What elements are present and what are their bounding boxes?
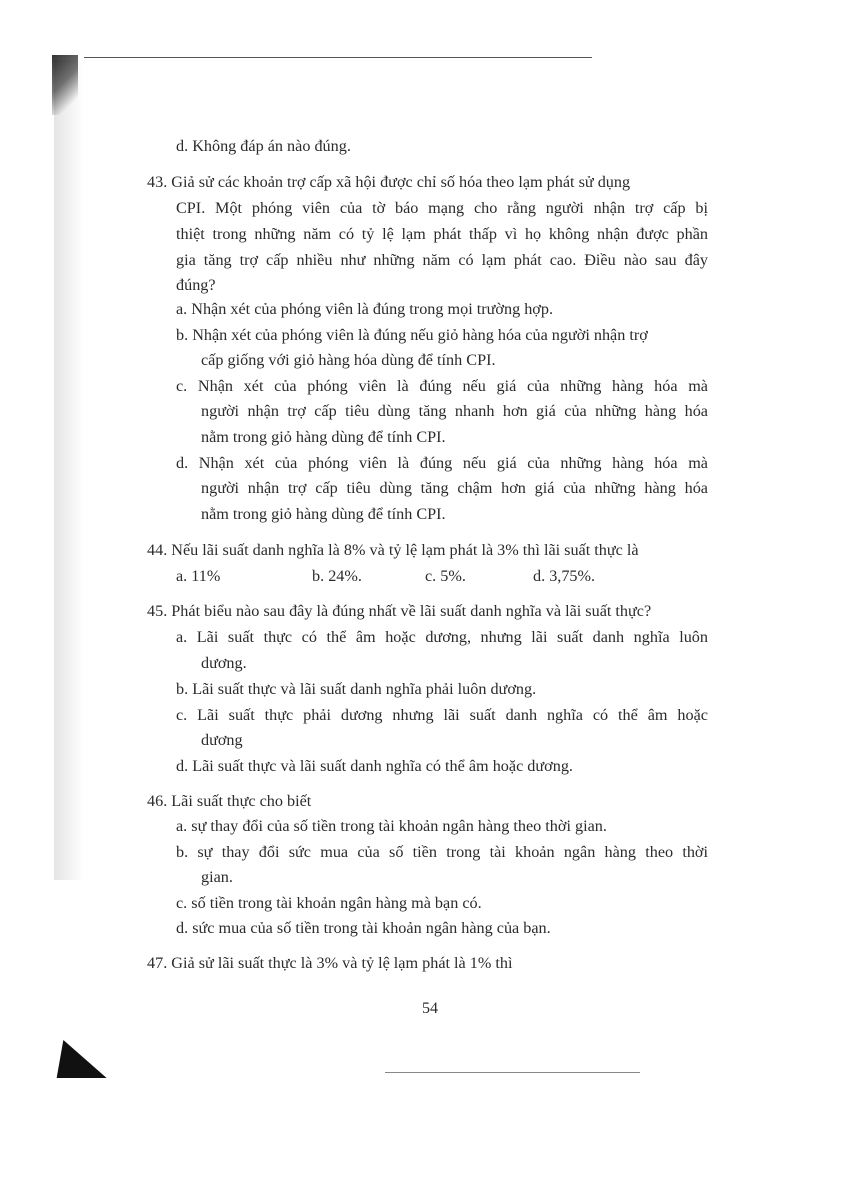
q43-option-b-line-1: b. Nhận xét của phóng viên là đúng nếu giỏ hàng hóa của người nhận trợ	[176, 326, 648, 344]
q44-option-b: b. 24%.	[312, 567, 362, 585]
q42-option-d: d. Không đáp án nào đúng.	[176, 137, 351, 155]
q43-option-c-line-2: người nhận trợ cấp tiêu dùng tăng nhanh hơn giá của những hàng hóa	[201, 402, 708, 420]
q46-option-d: d. sức mua của số tiền trong tài khoản ngân hàng của bạn.	[176, 919, 551, 937]
q43-option-d-line-2: người nhận trợ cấp tiêu dùng tăng chậm hơn giá của những hàng hóa	[201, 479, 708, 497]
scan-shadow-bottom	[57, 1040, 114, 1078]
q45-option-c-line-1: c. Lãi suất thực phải dương nhưng lãi suất danh nghĩa có thể âm hoặc	[176, 706, 708, 724]
q43-option-c-line-1: c. Nhận xét của phóng viên là đúng nếu giá của những hàng hóa mà	[176, 377, 708, 395]
q46-stem: 46. Lãi suất thực cho biết	[147, 792, 312, 810]
q44-option-d: d. 3,75%.	[533, 567, 596, 585]
q43-option-a: a. Nhận xét của phóng viên là đúng trong mọi trường hợp.	[176, 300, 553, 318]
q47-stem: 47. Giả sử lãi suất thực là 3% và tỷ lệ lạm phát là 1% thì	[147, 954, 513, 972]
q45-stem: 45. Phát biểu nào sau đây là đúng nhất về lãi suất danh nghĩa và lãi suất thực?	[147, 602, 652, 620]
header-rule	[84, 57, 592, 58]
q46-option-a: a. sự thay đổi của số tiền trong tài khoản ngân hàng theo thời gian.	[176, 817, 607, 835]
q46-option-b-line-1: b. sự thay đổi sức mua của số tiền trong tài khoản ngân hàng theo thời	[176, 843, 708, 861]
q43-stem-line-3: thiệt trong những năm có tỷ lệ lạm phát thấp vì họ không nhận được phần	[176, 225, 708, 243]
q45-option-c-line-2: dương	[201, 731, 243, 749]
q43-stem-line-2: CPI. Một phóng viên của tờ báo mạng cho rằng người nhận trợ cấp bị	[176, 199, 708, 217]
footer-rule	[385, 1072, 640, 1073]
page-number: 54	[422, 1000, 438, 1017]
q45-option-b: b. Lãi suất thực và lãi suất danh nghĩa phải luôn dương.	[176, 680, 537, 698]
q43-option-b-line-2: cấp giống với giỏ hàng hóa dùng để tính CPI.	[201, 351, 496, 369]
scan-shadow-edge	[54, 60, 84, 880]
q43-option-d-line-3: nằm trong giỏ hàng dùng để tính CPI.	[201, 505, 446, 523]
q43-option-d-line-1: d. Nhận xét của phóng viên là đúng nếu giá của những hàng hóa mà	[176, 454, 708, 472]
q45-option-d: d. Lãi suất thực và lãi suất danh nghĩa có thể âm hoặc dương.	[176, 757, 573, 775]
q46-option-b-line-2: gian.	[201, 868, 233, 886]
q45-option-a-line-2: dương.	[201, 654, 247, 672]
q44-option-c: c. 5%.	[425, 567, 466, 585]
q43-stem-line-5: đúng?	[176, 276, 216, 294]
q43-stem-line-4: gia tăng trợ cấp nhiều như những năm có lạm phát cao. Điều nào sau đây	[176, 251, 708, 269]
q44-option-a: a. 11%	[176, 567, 221, 585]
q44-stem: 44. Nếu lãi suất danh nghĩa là 8% và tỷ lệ lạm phát là 3% thì lãi suất thực là	[147, 541, 639, 559]
q43-option-c-line-3: nằm trong giỏ hàng dùng để tính CPI.	[201, 428, 446, 446]
q43-stem-line-1: 43. Giả sử các khoản trợ cấp xã hội được chỉ số hóa theo lạm phát sử dụng	[147, 173, 631, 191]
q46-option-c: c. số tiền trong tài khoản ngân hàng mà bạn có.	[176, 894, 482, 912]
q45-option-a-line-1: a. Lãi suất thực có thể âm hoặc dương, nhưng lãi suất danh nghĩa luôn	[176, 628, 708, 646]
